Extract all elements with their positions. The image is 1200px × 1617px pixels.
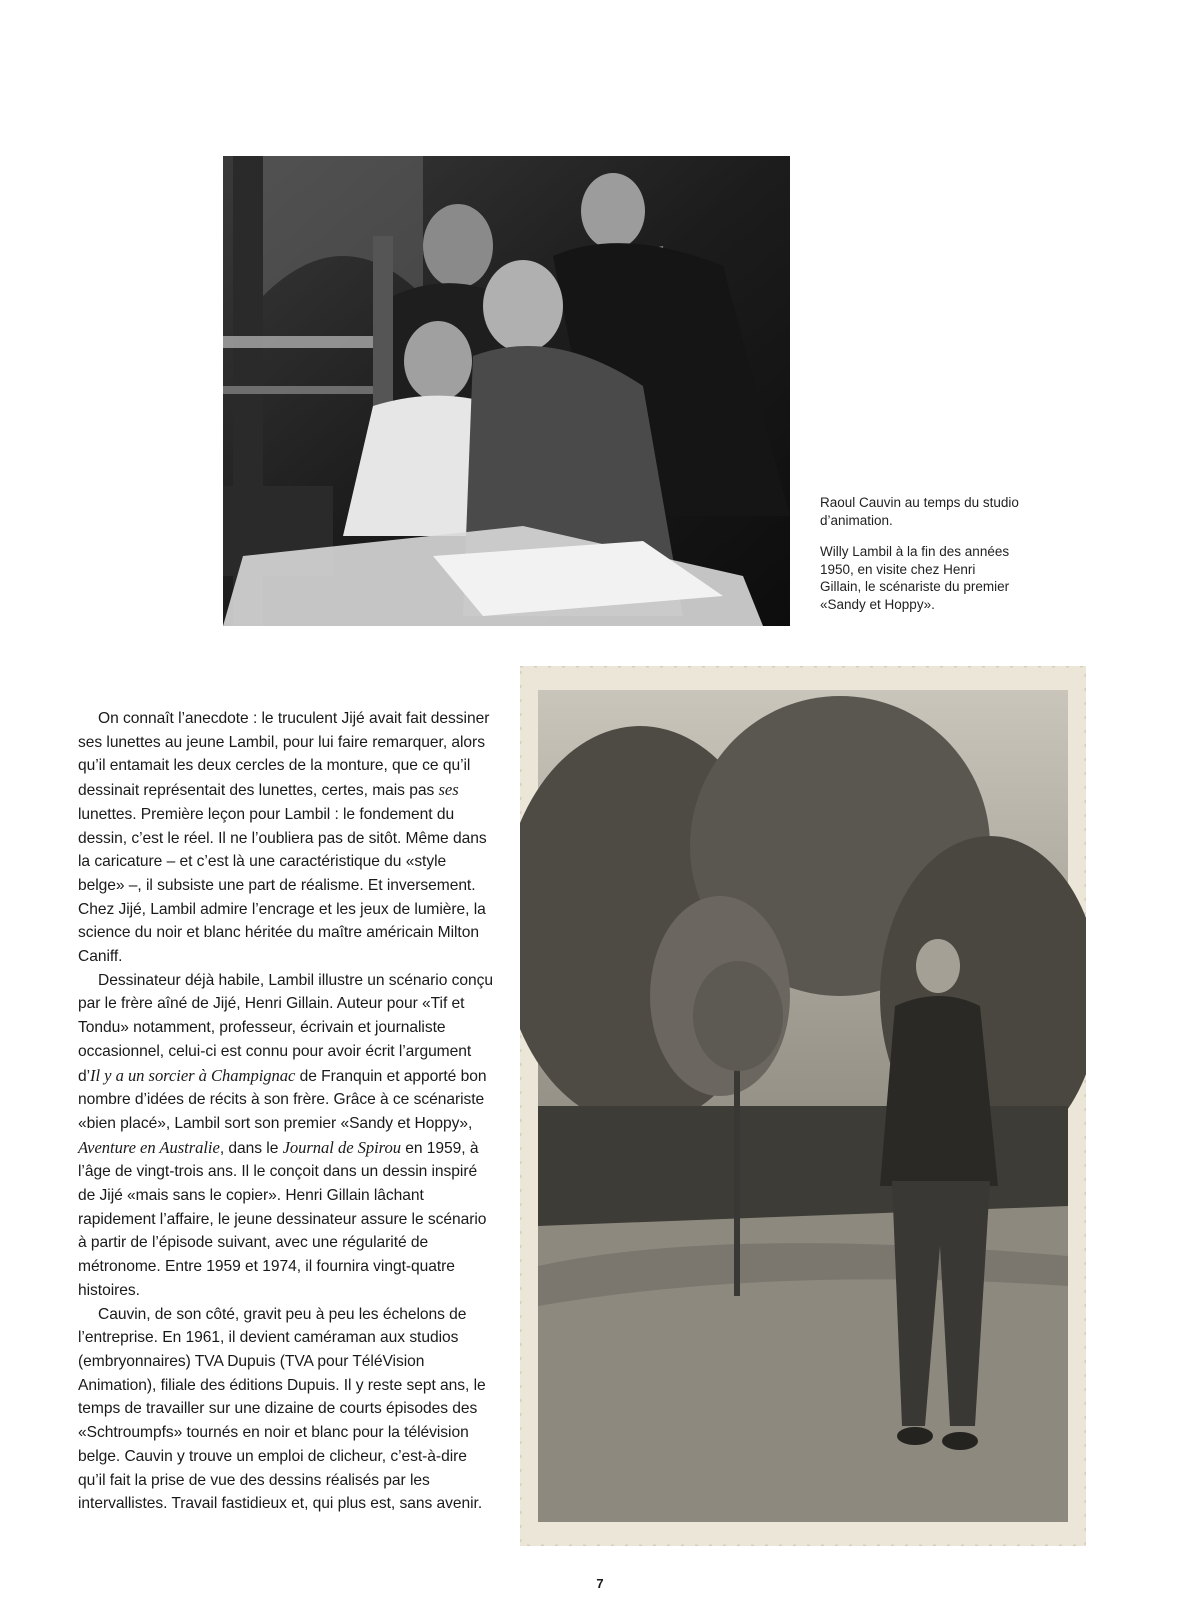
caption-lambil: Willy Lambil à la fin des années 1950, en visite chez Henri Gillain, le scénariste du premier «Sandy et Hoppy». (820, 544, 1010, 612)
garden-photo (520, 666, 1086, 1546)
studio-photo-illustration (223, 156, 790, 626)
studio-photo (223, 156, 790, 626)
caption-studio: Raoul Cauvin au temps du studio d’animation. (820, 495, 1019, 528)
page-number: 7 (596, 1576, 604, 1591)
garden-photo-illustration (520, 666, 1086, 1546)
paragraph-2: Dessinateur déjà habile, Lambil illustre un scénario conçu par le frère aîné de Jijé, Henri Gillain. Auteur pour «Tif et Tondu» notamment, professeur, écrivain et journaliste occasionnel, celui-ci est connu pour avoir écrit l’argument d’Il y a un sorcier à Champignac de Franquin et apporté bon nombre d’idées de récits à son frère. Grâce à ce scénariste «bien placé», Lambil sort son premier «Sandy et Hoppy», Aventure en Australie, dans le Journal de Spirou en 1959, à l’âge de vingt-trois ans. Il le conçoit dans un dessin inspiré de Jijé «mais sans le copier». Henri Gillain lâchant rapidement l’affaire, le jeune dessinateur assure le scénario à partir de l’épisode suivant, avec une régularité de métronome. Entre 1959 et 1974, il fournira vingt-quatre histoires. (78, 971, 493, 1299)
article-body (78, 707, 495, 1516)
paragraph-1: On connaît l’anecdote : le truculent Jijé avait fait dessiner ses lunettes au jeune Lambil, pour lui faire remarquer, alors qu’il entamait les deux cercles de la monture, que ce qu’il dessinait représentait des lunettes, certes, mais pas ses lunettes. Première leçon pour Lambil : le fondement du dessin, c’est le réel. Il ne l’oubliera pas de sitôt. Même dans la caricature – et c’est là une caractéristique du «style belge» –, il subsiste une part de réalisme. Et inversement. Chez Jijé, Lambil admire l’encrage et les jeux de lumière, la science du noir et blanc héritée du maître américain Milton Caniff. (78, 710, 490, 966)
paragraph-3: Cauvin, de son côté, gravit peu à peu les échelons de l’entreprise. En 1961, il devient caméraman aux studios (embryonnaires) TVA Dupuis (TVA pour TéléVision Animation), filiale des éditions Dupuis. Il y reste sept ans, le temps de travailler sur une dizaine de courts épisodes des «Schtroumpfs» tournés en noir et blanc pour la télévision belge. Cauvin y trouve un emploi de clicheur, c’est-à-dire qu’il fait la prise de vue des dessins réalisés par les intervallistes. Travail fastidieux et, qui plus est, sans avenir. (78, 1305, 486, 1513)
